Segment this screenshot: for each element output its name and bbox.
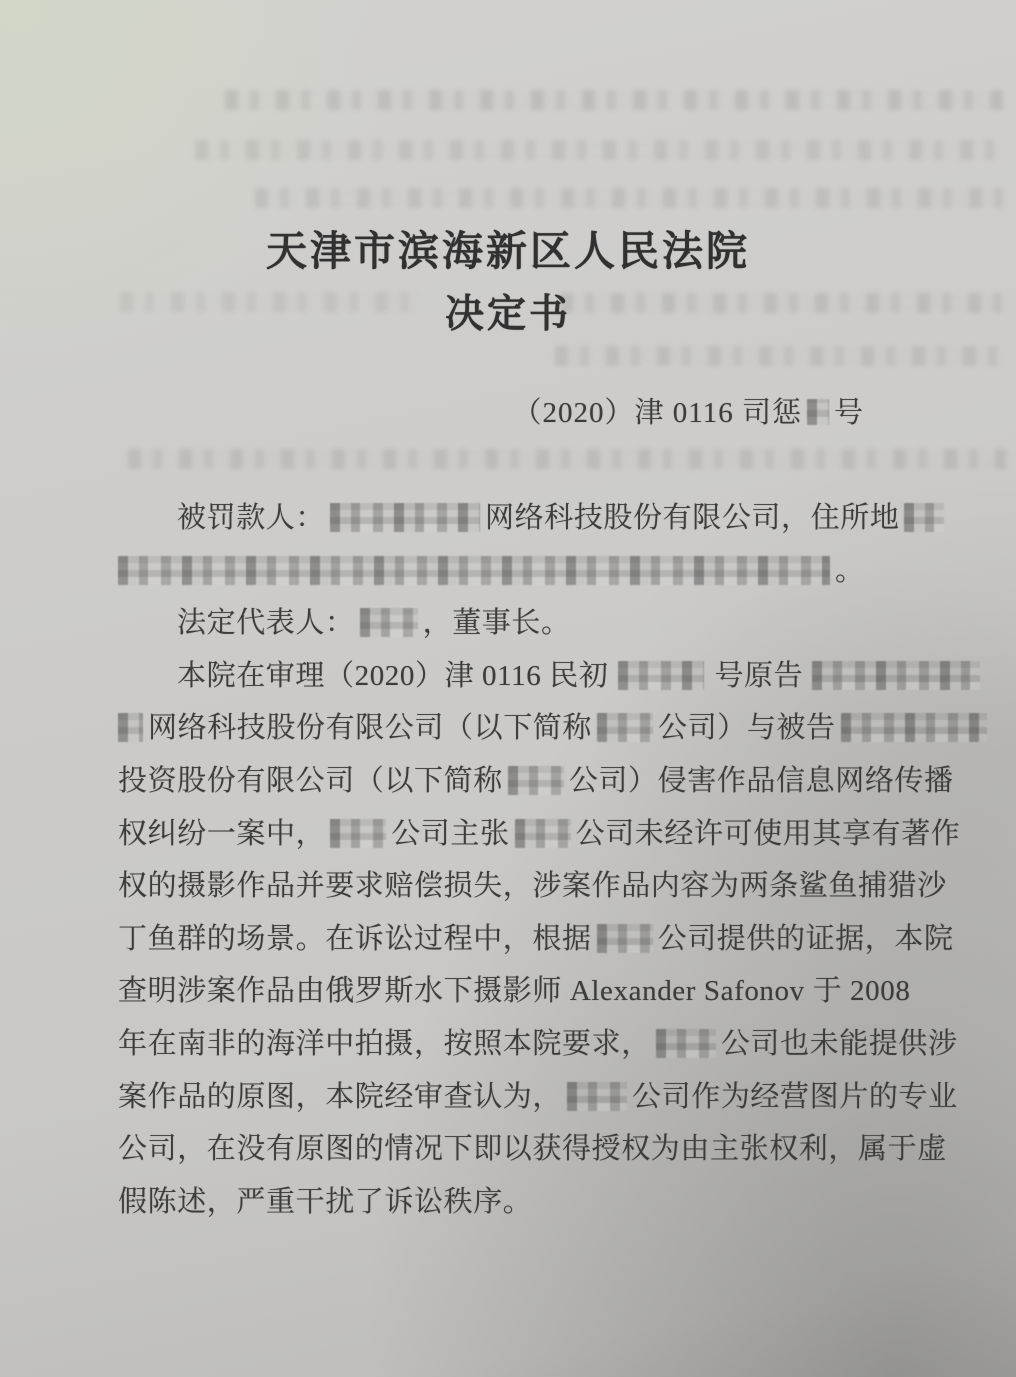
text-segment: 公司主张: [391, 817, 510, 850]
text-segment: 投资股份有限公司（以下简称: [118, 764, 503, 797]
redacted-text: [807, 399, 829, 425]
text-segment: 公司作为经营图片的专业: [632, 1080, 958, 1113]
bleed-through-text: [255, 188, 1005, 208]
document-line: [118, 545, 908, 598]
text-segment: 号原告: [714, 659, 804, 692]
document-line: [118, 1018, 958, 1071]
document-body: [118, 492, 961, 1228]
bleed-through-text: [195, 140, 1000, 160]
text-segment: 假陈述，严重干扰了诉讼秩序。: [118, 1185, 533, 1218]
redacted-text: [597, 924, 653, 953]
document-line: [118, 650, 908, 703]
document-line: [118, 492, 908, 545]
text-segment: 年在南非的海洋中拍摄，按照本院要求，: [118, 1027, 651, 1060]
bleed-through-text: [128, 449, 1006, 469]
text-segment: 被罚款人：: [177, 502, 326, 534]
redacted-text: [515, 819, 571, 848]
text-segment: 查明涉案作品由俄罗斯水下摄影师 Alexander Safonov 于 2008: [118, 975, 911, 1008]
document-line: [118, 1176, 908, 1229]
case-number-suffix: 号: [833, 397, 864, 429]
text-segment: ，董事长。: [422, 607, 571, 640]
case-number: [513, 390, 864, 431]
text-segment: 。: [835, 554, 865, 587]
redacted-text: [597, 713, 653, 742]
text-segment: 公司）与被告: [658, 712, 836, 745]
case-number-prefix: （2020）津 0116 司惩: [512, 397, 802, 429]
redacted-text: [330, 819, 386, 848]
text-segment: 权的摄影作品并要求赔偿损失，涉案作品内容为两条鲨鱼捕猎沙: [118, 870, 947, 903]
text-segment: 本院在审理（2020）津 0116 民初: [177, 659, 609, 692]
text-segment: 公司）侵害作品信息网络传播: [568, 764, 954, 797]
redacted-text: [567, 1082, 627, 1111]
redacted-text: [118, 556, 830, 585]
document-type: 决定书: [444, 293, 571, 336]
text-segment: 公司也未能提供涉: [720, 1027, 958, 1060]
document-line: [118, 597, 908, 650]
document-line: [118, 860, 947, 913]
redacted-text: [904, 503, 944, 532]
redacted-text: [330, 503, 480, 532]
redacted-text: [812, 661, 980, 690]
document-line: [118, 808, 961, 861]
redacted-text: [118, 713, 143, 742]
document-line: [118, 913, 954, 966]
text-segment: 公司提供的证据，本院: [657, 922, 954, 955]
redacted-text: [508, 766, 564, 795]
redacted-text: [360, 608, 418, 637]
document-line: [118, 965, 911, 1018]
redacted-text: [618, 661, 704, 690]
text-segment: 公司，在没有原图的情况下即以获得授权为由主张权利，属于虚: [118, 1133, 947, 1166]
court-name: 天津市滨海新区人民法院: [266, 228, 750, 274]
document-line: [118, 1123, 947, 1176]
document-line: [118, 1071, 958, 1124]
redacted-text: [656, 1029, 716, 1058]
text-segment: 网络科技股份有限公司，住所地: [485, 502, 900, 534]
text-segment: 公司未经许可使用其享有著作: [575, 817, 961, 850]
text-segment: 网络科技股份有限公司（以下简称: [148, 712, 593, 745]
text-segment: 案作品的原图，本院经审查认为，: [118, 1080, 563, 1113]
text-segment: 丁鱼群的场景。在诉讼过程中，根据: [118, 922, 592, 955]
text-segment: 法定代表人：: [177, 607, 355, 640]
redacted-text: [841, 713, 987, 742]
bleed-through-text: [555, 346, 1005, 366]
document-line: [118, 755, 954, 808]
text-segment: 权纠纷一案中，: [118, 817, 326, 850]
bleed-through-text: [225, 90, 1005, 110]
document-line: [118, 702, 908, 755]
